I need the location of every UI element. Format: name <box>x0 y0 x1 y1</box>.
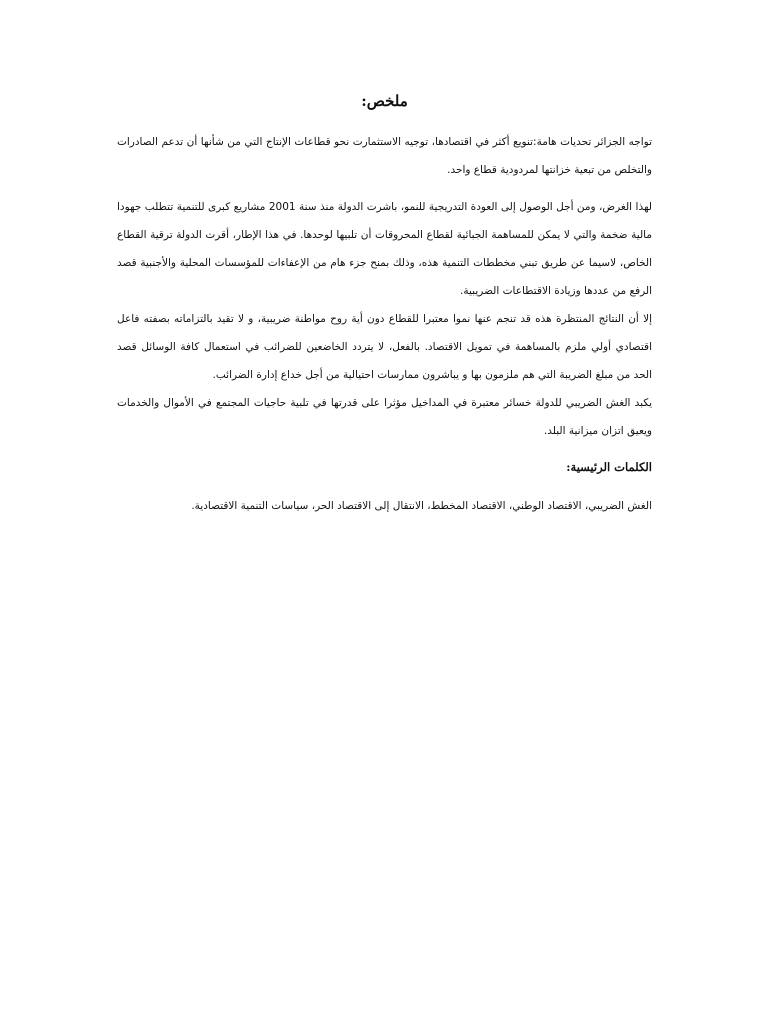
abstract-paragraph-2: لهذا الغرض، ومن أجل الوصول إلى العودة التدريجية للنمو، باشرت الدولة منذ سنة 2001 مشاريع كبرى للتنمية تتطلب جهودا مالية ضخمة والتي لا يمكن للمساهمة الجبائية لقطاع المحروقات أن تلبيها لوحدها. في هذا الإطار، أقرت الدولة ترقية القطاع الخاص، لاسيما عن طريق تبني مخططات التنمية هذه، وذلك بمنح جزء هام من الإعفاءات للمؤسسات المحلية والأجنبية قصد الرفع من عددها وزيادة الاقتطاعات الضريبية. <box>117 201 653 297</box>
keywords-list: الغش الضريبي، الاقتصاد الوطني، الاقتصاد المخطط، الانتقال إلى الاقتصاد الحر، سياسات التنمية الاقتصادية. <box>191 500 652 512</box>
abstract-paragraph-3: إلا أن النتائج المنتظرة هذه قد تنجم عنها نموا معتبرا للقطاع دون أية روح مواطنة ضريبية، و لا تقيد بالتزاماته بصفته فاعل اقتصادي أولي ملزم بالمساهمة في تمويل الاقتصاد. بالفعل، لا يتردد الخاضعين للضرائب في استعمال كافة الوسائل قصد الحد من مبلغ الضريبة التي هم ملزمون بها و يباشرون ممارسات احتيالية من أجل خداع إدارة الضرائب. <box>117 313 652 381</box>
abstract-title: ملخص: <box>361 92 408 110</box>
keywords-heading: الكلمات الرئيسية: <box>566 460 652 474</box>
document-page <box>117 0 652 1024</box>
abstract-paragraph-1: تواجه الجزائر تحديات هامة:تنويع أكثر في اقتصادها، توجيه الاستثمارت نحو قطاعات الإنتاج التي من شأنها أن تدعم الصادرات والتخلص من تبعية خزانتها لمردودية قطاع واحد. <box>117 136 652 176</box>
abstract-paragraph-4: يكبد الغش الضريبي للدولة خسائر معتبرة في المداخيل مؤثرا على قدرتها في تلبية حاجيات المجتمع في الأموال والخدمات ويعيق اتزان ميزانية البلد. <box>117 397 652 437</box>
